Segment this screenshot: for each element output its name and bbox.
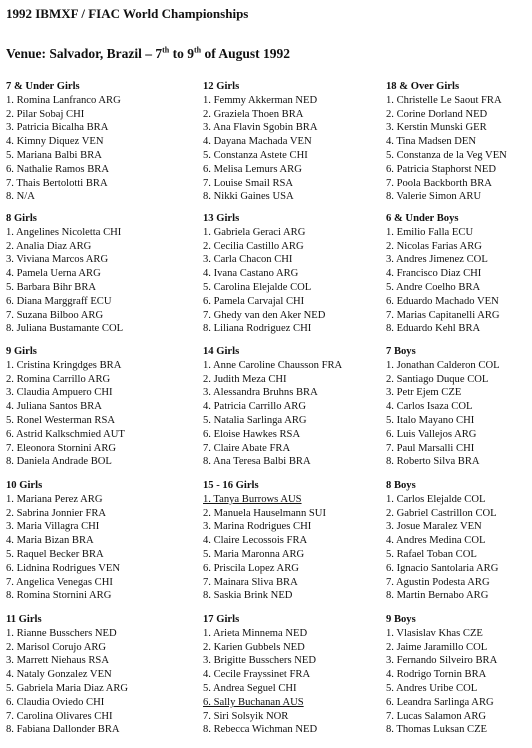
result-entry: 4. Andres Medina COL: [386, 535, 486, 547]
result-entry: 5. Raquel Becker BRA: [6, 548, 104, 560]
result-entry: 7. Suzana Bilboo ARG: [6, 309, 104, 321]
venue-prefix: Venue: Salvador, Brazil – 7: [6, 46, 163, 61]
result-entry: 4. Pamela Uerna ARG: [6, 268, 101, 280]
result-entry: 3. Carla Chacon CHI: [203, 254, 293, 266]
result-entry: 3. Ana Flavin Sgobin BRA: [203, 122, 318, 134]
venue-line: [6, 46, 290, 62]
result-entry: 2. Analia Diaz ARG: [6, 240, 92, 252]
result-entry: 6. Luis Vallejos ARG: [386, 428, 477, 440]
result-entry: 5. Gabriela Maria Diaz ARG: [6, 682, 129, 694]
result-entry: 3. Petr Ejem CZE: [386, 387, 462, 399]
result-entry: 2. Manuela Hauselmann SUI: [203, 507, 326, 519]
result-entry: 8. Liliana Rodriguez CHI: [203, 323, 312, 335]
result-entry: 4. Francisco Diaz CHI: [386, 268, 482, 280]
result-entry: 4. Rodrigo Tornin BRA: [386, 669, 487, 681]
result-entry: 7. Poola Backborth BRA: [386, 177, 492, 189]
category-block: [203, 80, 379, 204]
result-entry: 1. Gabriela Geraci ARG: [203, 226, 306, 238]
result-entry: 6. Eloise Hawkes RSA: [203, 428, 301, 440]
category-title: 12 Girls: [203, 81, 240, 92]
result-entry: 6. Lidnina Rodrigues VEN: [6, 562, 120, 574]
result-entry: 3. Marina Rodrigues CHI: [203, 521, 312, 533]
result-entry: 5. Natalia Sarlinga ARG: [203, 414, 307, 426]
result-entry: 5. Andres Uribe COL: [386, 682, 478, 694]
result-entry: 2. Jaime Jaramillo COL: [386, 641, 488, 653]
result-entry: 6. Nathalie Ramos BRA: [6, 163, 109, 175]
category-block: [386, 80, 532, 204]
result-entry: 4. Maria Bizan BRA: [6, 535, 94, 547]
result-entry: 1. Arieta Minnema NED: [203, 627, 308, 639]
result-entry: 4. Patricia Carrillo ARG: [203, 401, 306, 413]
category-block: [6, 80, 182, 204]
result-entry: 7. Lucas Salamon ARG: [386, 710, 487, 722]
category-title: 6 & Under Boys: [386, 213, 459, 224]
result-entry: 5. Barbara Bihr BRA: [6, 281, 97, 293]
result-entry: 3. Claudia Ampuero CHI: [6, 387, 113, 399]
result-entry: 1. Romina Lanfranco ARG: [6, 94, 121, 106]
result-entry: 8. Juliana Bustamante COL: [6, 323, 124, 335]
result-entry: 8. Ana Teresa Balbi BRA: [203, 456, 311, 468]
result-entry: 6. Astrid Kalkschmied AUT: [6, 428, 125, 440]
category-title: 13 Girls: [203, 213, 240, 224]
category-title: 15 - 16 Girls: [203, 480, 259, 491]
result-entry: 4. Nataly Gonzalez VEN: [6, 669, 112, 681]
category-block: [203, 613, 379, 737]
result-entry: 2. Cecilia Castillo ARG: [203, 240, 304, 252]
result-entry: 4. Juliana Santos BRA: [6, 401, 102, 413]
result-entry: 8. Valerie Simon ARU: [386, 191, 482, 203]
category-block: [6, 479, 182, 603]
result-entry: 3. Maria Villagra CHI: [6, 521, 100, 533]
result-entry: 8. Fabiana Dallonder BRA: [6, 724, 120, 736]
result-entry: 8. Thomas Luksan CZE: [386, 724, 488, 736]
category-block: [386, 613, 532, 737]
category-block: [386, 345, 532, 469]
category-block: [386, 212, 532, 336]
result-entry: 5. Andrea Seguel CHI: [203, 682, 297, 694]
venue-sup-start: th: [162, 45, 170, 55]
result-entry: 5. Ronel Westerman RSA: [6, 414, 115, 426]
result-entry: 6. Claudia Oviedo CHI: [6, 696, 105, 708]
result-entry: 1. Angelines Nicoletta CHI: [6, 226, 122, 238]
result-entry: 7. Siri Solsyik NOR: [203, 710, 289, 722]
document-title: 1992 IBMXF / FIAC World Championships: [6, 6, 249, 21]
result-entry: 7. Angelica Venegas CHI: [6, 576, 113, 588]
result-entry: 6. Eduardo Machado VEN: [386, 295, 499, 307]
venue-suffix: of August 1992: [201, 46, 291, 61]
result-entry: 2. Judith Meza CHI: [203, 373, 287, 385]
category-block: [6, 345, 182, 469]
result-entry: 7. Agustin Podesta ARG: [386, 576, 490, 588]
category-title: 17 Girls: [203, 614, 240, 625]
category-title: 11 Girls: [6, 614, 42, 625]
result-entry: 1. Emilio Falla ECU: [386, 226, 474, 238]
result-entry: 2. Santiago Duque COL: [386, 373, 489, 385]
result-entry: 6. Sally Buchanan AUS: [203, 696, 304, 708]
result-entry: 7. Claire Abate FRA: [203, 442, 291, 454]
category-title: 8 Boys: [386, 480, 416, 491]
category-title: 7 & Under Girls: [6, 81, 80, 92]
result-entry: 7. Eleonora Stornini ARG: [6, 442, 117, 454]
result-entry: 2. Marisol Corujo ARG: [6, 641, 107, 653]
result-entry: 1. Vlasislav Khas CZE: [386, 627, 483, 639]
category-title: 18 & Over Girls: [386, 81, 460, 92]
result-entry: 7. Thais Bertolotti BRA: [6, 177, 108, 189]
category-title: 8 Girls: [6, 213, 37, 224]
result-entry: 2. Corine Dorland NED: [386, 108, 488, 120]
result-entry: 6. Patricia Staphorst NED: [386, 163, 497, 175]
result-entry: 3. Andres Jimenez COL: [386, 254, 488, 266]
category-title: 9 Girls: [6, 346, 37, 357]
result-entry: 4. Dayana Machada VEN: [203, 136, 312, 148]
result-entry: 3. Kerstin Munski GER: [386, 122, 487, 134]
result-entry: 7. Carolina Olivares CHI: [6, 710, 113, 722]
result-entry: 8. Roberto Silva BRA: [386, 456, 480, 468]
result-entry: 1. Rianne Busschers NED: [6, 627, 117, 639]
result-entry: 2. Sabrina Jonnier FRA: [6, 507, 107, 519]
result-entry: 1. Anne Caroline Chausson FRA: [203, 359, 343, 371]
result-entry: 5. Constanza Astete CHI: [203, 149, 308, 161]
result-entry: 3. Patricia Bicalha BRA: [6, 122, 109, 134]
result-entry: 1. Mariana Perez ARG: [6, 493, 103, 505]
result-entry: 4. Cecile Frayssinet FRA: [203, 669, 311, 681]
result-entry: 5. Italo Mayano CHI: [386, 414, 475, 426]
result-entry: 3. Viviana Marcos ARG: [6, 254, 109, 266]
result-entry: 8. Daniela Andrade BOL: [6, 456, 112, 468]
result-entry: 1. Cristina Kringdges BRA: [6, 359, 122, 371]
result-entry: 3. Alessandra Bruhns BRA: [203, 387, 318, 399]
result-entry: 4. Carlos Isaza COL: [386, 401, 473, 413]
result-entry: 8. Rebecca Wichman NED: [203, 724, 318, 736]
result-entry: 6. Ignacio Santolaria ARG: [386, 562, 499, 574]
result-entry: 8. Romina Stornini ARG: [6, 590, 112, 602]
result-entry: 5. Mariana Balbi BRA: [6, 149, 102, 161]
result-entry: 3. Josue Maralez VEN: [386, 521, 482, 533]
result-entry: 5. Rafael Toban COL: [386, 548, 477, 560]
result-entry: 7. Paul Marsalli CHI: [386, 442, 475, 454]
result-entry: 6. Melisa Lemurs ARG: [203, 163, 302, 175]
venue-sup-end: th: [194, 45, 202, 55]
result-entry: 8. Eduardo Kehl BRA: [386, 323, 481, 335]
result-entry: 1. Carlos Elejalde COL: [386, 493, 486, 505]
category-title: 9 Boys: [386, 614, 416, 625]
result-entry: 5. Andre Coelho BRA: [386, 281, 481, 293]
category-block: [203, 345, 379, 469]
result-entry: 2. Romina Carrillo ARG: [6, 373, 111, 385]
result-entry: 7. Ghedy van den Aker NED: [203, 309, 326, 321]
result-entry: 4. Kimny Diquez VEN: [6, 136, 104, 148]
result-entry: 4. Tina Madsen DEN: [386, 136, 477, 148]
result-entry: 6. Pamela Carvajal CHI: [203, 295, 305, 307]
result-entry: 1. Christelle Le Saout FRA: [386, 94, 502, 106]
result-entry: 2. Graziela Thoen BRA: [203, 108, 304, 120]
venue-mid: to 9: [169, 46, 195, 61]
result-entry: 7. Louise Smail RSA: [203, 177, 294, 189]
result-entry: 6. Leandra Sarlinga ARG: [386, 696, 494, 708]
result-entry: 2. Karien Gubbels NED: [203, 641, 305, 653]
result-entry: 1. Tanya Burrows AUS: [203, 493, 302, 505]
result-entry: 3. Brigitte Busschers NED: [203, 655, 316, 667]
result-entry: 6. Diana Marggraff ECU: [6, 295, 112, 307]
result-entry: 3. Marrett Niehaus RSA: [6, 655, 109, 667]
category-title: 7 Boys: [386, 346, 416, 357]
category-block: [6, 212, 182, 336]
result-entry: 1. Femmy Akkerman NED: [203, 94, 318, 106]
result-entry: 5. Carolina Elejalde COL: [203, 281, 312, 293]
result-entry: 5. Maria Maronna ARG: [203, 548, 305, 560]
category-title: 14 Girls: [203, 346, 240, 357]
result-entry: 8. Nikki Gaines USA: [203, 191, 294, 203]
category-title: 10 Girls: [6, 480, 43, 491]
category-block: [203, 479, 379, 603]
category-block: [6, 613, 182, 737]
result-entry: 6. Priscila Lopez ARG: [203, 562, 299, 574]
result-entry: 4. Claire Lecossois FRA: [203, 535, 308, 547]
result-entry: 2. Pilar Sobaj CHI: [6, 108, 85, 120]
category-block: [386, 479, 532, 603]
result-entry: 8. N/A: [6, 191, 35, 203]
result-entry: 8. Martin Bernabo ARG: [386, 590, 489, 602]
result-entry: 7. Marias Capitanelli ARG: [386, 309, 500, 321]
category-block: [203, 212, 379, 336]
result-entry: 2. Nicolas Farias ARG: [386, 240, 482, 252]
result-entry: 2. Gabriel Castrillon COL: [386, 507, 497, 519]
result-entry: 5. Constanza de la Veg VEN: [386, 149, 507, 161]
result-entry: 3. Fernando Silveiro BRA: [386, 655, 498, 667]
result-entry: 4. Ivana Castano ARG: [203, 268, 299, 280]
result-entry: 8. Saskia Brink NED: [203, 590, 293, 602]
result-entry: 1. Jonathan Calderon COL: [386, 359, 500, 371]
result-entry: 7. Mainara Sliva BRA: [203, 576, 298, 588]
